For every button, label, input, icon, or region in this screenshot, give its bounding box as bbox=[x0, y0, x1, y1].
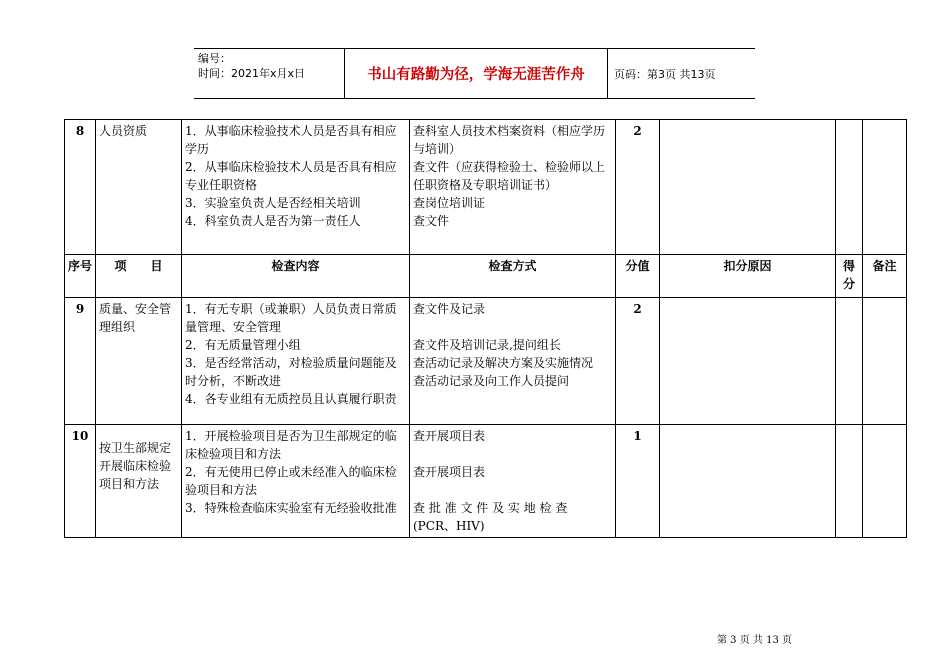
content-line: 3．是否经常活动，对检验质量问题能及时分析，不断改进 bbox=[185, 356, 397, 388]
row-score: 1 bbox=[616, 425, 660, 538]
table-row bbox=[65, 425, 907, 538]
col-got: 得分 bbox=[836, 255, 863, 298]
header-page-label: 页码：第3页 共13页 bbox=[614, 67, 716, 81]
row-score: 2 bbox=[616, 120, 660, 255]
col-seq: 序号 bbox=[65, 255, 96, 298]
content-line: 2．从事临床检验技术人员是否具有相应专业任职资格 bbox=[185, 160, 397, 192]
row-item: 质量、安全管理组织 bbox=[96, 298, 182, 425]
row-remark bbox=[863, 425, 907, 538]
method-line: 查岗位培训证 bbox=[413, 196, 486, 210]
method-line: 查文件及培训记录,提问组长 bbox=[413, 338, 561, 352]
table-row bbox=[65, 298, 907, 425]
method-line: 查开展项目表 bbox=[413, 465, 486, 479]
time-label: 时间：2021年x月x日 bbox=[198, 67, 306, 80]
row-number: 8 bbox=[65, 120, 96, 255]
col-method: 检查方式 bbox=[410, 255, 616, 298]
row-remark bbox=[863, 298, 907, 425]
row-reason bbox=[660, 120, 836, 255]
row-method bbox=[410, 298, 616, 425]
row-reason bbox=[660, 425, 836, 538]
method-line: 查文件及记录 bbox=[413, 302, 486, 316]
row-got bbox=[836, 425, 863, 538]
row-reason bbox=[660, 298, 836, 425]
method-line: 查科室人员技术档案资料（相应学历与培训） bbox=[413, 124, 606, 156]
row-got bbox=[836, 120, 863, 255]
page-header bbox=[194, 48, 755, 99]
content-line: 1．有无专职（或兼职）人员负责日常质量管理、安全管理 bbox=[185, 302, 397, 334]
spacer bbox=[413, 445, 612, 463]
page-footer: 第 3 页 共 13 页 bbox=[717, 635, 792, 646]
method-line: 查 批 准 文 件 及 实 地 检 查 bbox=[413, 501, 568, 515]
row-method bbox=[410, 120, 616, 255]
row-remark bbox=[863, 120, 907, 255]
content-line: 3．特殊检查临床实验室有无经验收批准 bbox=[185, 501, 397, 515]
method-line: 查开展项目表 bbox=[413, 429, 486, 443]
row-item-text: 按卫生部规定开展临床检验项目和方法 bbox=[99, 441, 172, 491]
table-row bbox=[65, 120, 907, 255]
spacer bbox=[413, 318, 612, 336]
col-item: 项 目 bbox=[96, 255, 182, 298]
header-motto: 书山有路勤为径，学海无涯苦作舟 bbox=[345, 49, 608, 98]
method-line: 查文件 bbox=[413, 214, 450, 228]
row-method bbox=[410, 425, 616, 538]
spacer bbox=[413, 481, 612, 499]
row-content bbox=[182, 120, 410, 255]
content-line: 1．从事临床检验技术人员是否具有相应学历 bbox=[185, 124, 397, 156]
col-reason: 扣分原因 bbox=[660, 255, 836, 298]
inspection-table bbox=[64, 119, 907, 538]
row-content bbox=[182, 425, 410, 538]
row-number: 9 bbox=[65, 298, 96, 425]
col-score: 分值 bbox=[616, 255, 660, 298]
content-line: 4．科室负责人是否为第一责任人 bbox=[185, 214, 361, 228]
method-line: 查文件（应获得检验士、检验师以上任职资格及专职培训证书） bbox=[413, 160, 606, 192]
col-content: 检查内容 bbox=[182, 255, 410, 298]
content-line: 2．有无使用已停止或未经准入的临床检验项目和方法 bbox=[185, 465, 397, 497]
content-line: 2．有无质量管理小组 bbox=[185, 338, 301, 352]
row-number: 10 bbox=[65, 425, 96, 538]
method-line: 查活动记录及解决方案及实施情况 bbox=[413, 356, 594, 370]
row-item: 人员资质 bbox=[96, 120, 182, 255]
content-line: 4．各专业组有无质控员且认真履行职责 bbox=[185, 392, 397, 406]
method-line: 查活动记录及向工作人员提问 bbox=[413, 374, 570, 388]
col-remark: 备注 bbox=[863, 255, 907, 298]
header-meta bbox=[194, 49, 345, 98]
row-content bbox=[182, 298, 410, 425]
number-label: 编号： bbox=[198, 52, 231, 65]
method-line: (PCR、HIV) bbox=[413, 519, 485, 533]
row-score: 2 bbox=[616, 298, 660, 425]
content-line: 3．实验室负责人是否经相关培训 bbox=[185, 196, 361, 210]
row-item bbox=[96, 425, 182, 538]
row-got bbox=[836, 298, 863, 425]
content-line: 1．开展检验项目是否为卫生部规定的临床检验项目和方法 bbox=[185, 429, 397, 461]
table-header-row bbox=[65, 255, 907, 298]
